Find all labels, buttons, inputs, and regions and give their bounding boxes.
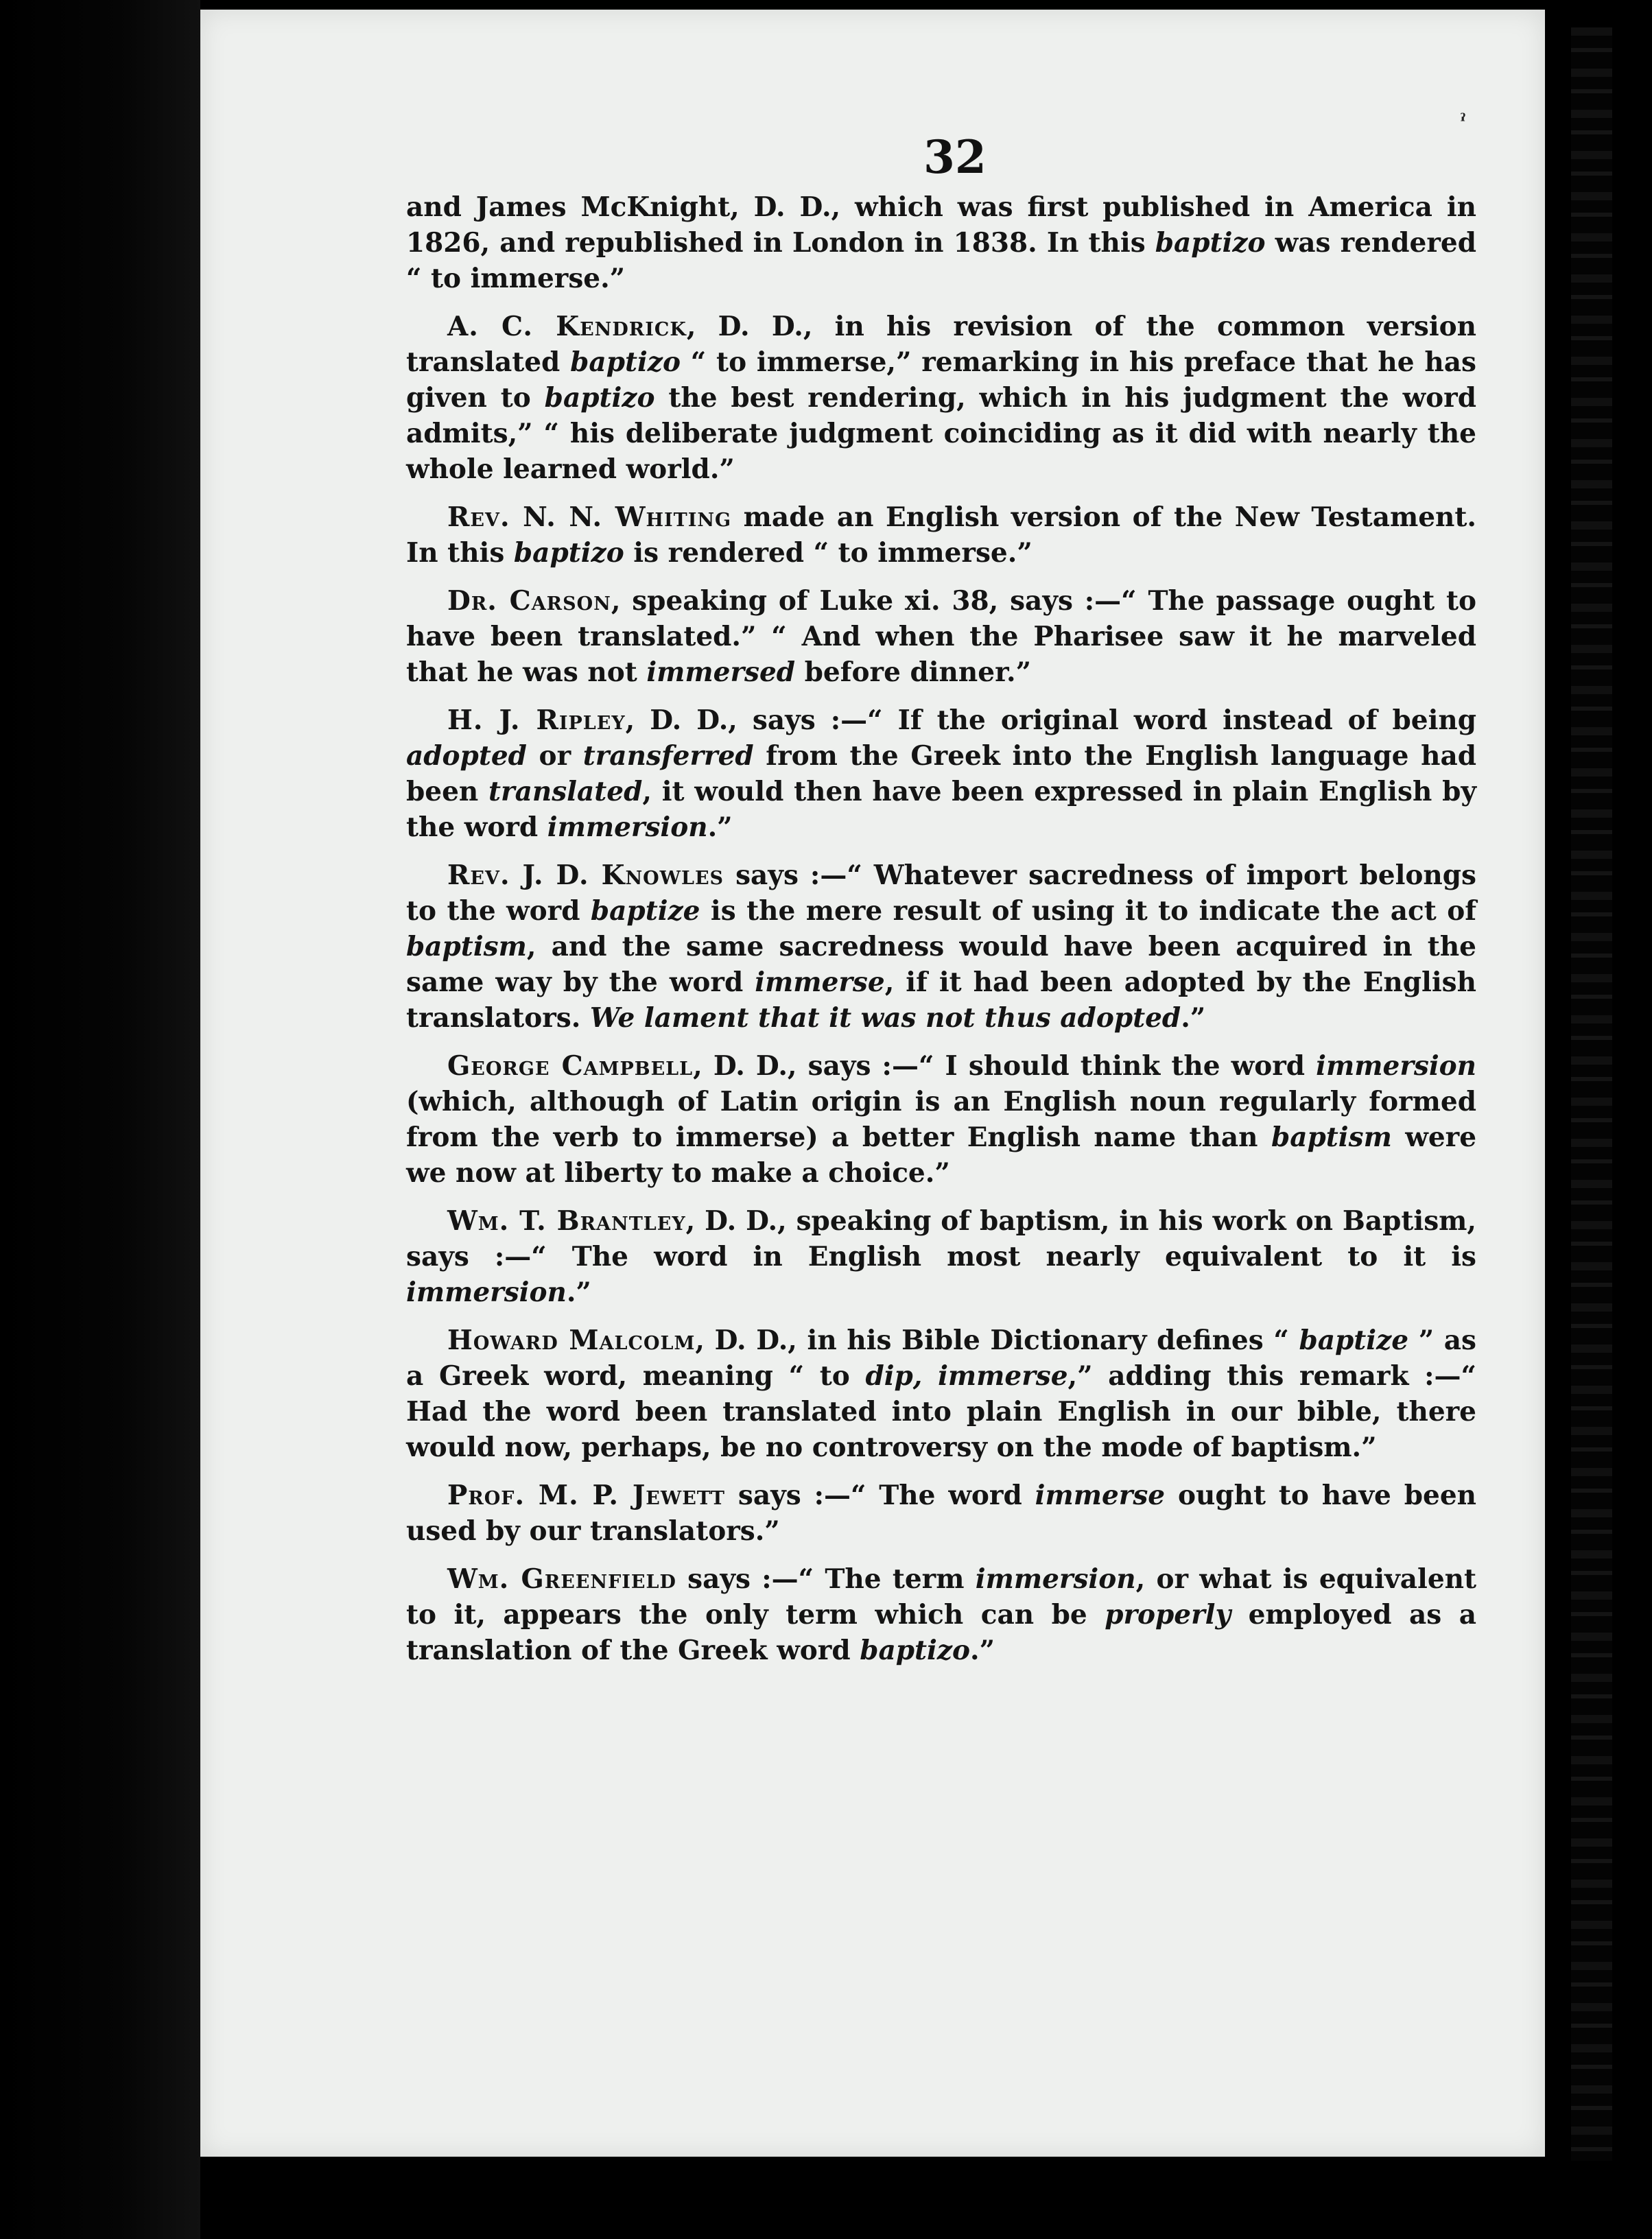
italic-text: dip, immerse	[865, 1360, 1068, 1392]
italic-text: baptize	[590, 895, 700, 927]
italic-text: immerse	[755, 967, 885, 998]
text-run: .”	[566, 1277, 591, 1308]
text-run: says :—“ Whatever sacredness of import belongs to the word	[406, 860, 1476, 927]
text-run: employed as a translation of the Greek word	[406, 1599, 1477, 1666]
author-name: Rev. N. N. Whiting	[447, 501, 732, 533]
text-run: , D. D., speaking of baptism, in his work on Baptism, says :—“ The word in English most nearly equivalent to it is	[406, 1205, 1477, 1272]
italic-text: adopted	[406, 740, 527, 772]
text-run: and James McKnight, D. D., which was first published in America in 1826, and republished in London in 1838. In this	[406, 191, 1476, 259]
text-run: , D. D., in his Bible Dictionary defines “	[695, 1325, 1299, 1356]
text-run: , D. D., says :—“ If the original word instead of being	[625, 704, 1477, 736]
page-number: 32	[923, 130, 987, 184]
italic-text: baptizo	[860, 1635, 971, 1666]
author-name: Wm. Greenfield	[447, 1563, 676, 1595]
text-run: , D. D., says :—“ I should think the word	[693, 1050, 1317, 1082]
author-name: Dr. Carson	[447, 585, 611, 617]
author-name: A. C. Kendrick	[447, 311, 687, 342]
italic-text: baptizo	[570, 346, 681, 378]
paragraph	[406, 189, 1476, 296]
text-run: , D. D., in his revision of the common version translated	[406, 311, 1477, 378]
italic-text: properly	[1105, 1599, 1231, 1631]
italic-text: baptize	[1299, 1325, 1409, 1356]
text-run: ,” adding this remark :—“ Had the word been translated into plain English in our bible, there would now, perhaps, be no controversy on the mode of baptism.”	[406, 1360, 1476, 1463]
paragraph	[406, 1048, 1476, 1191]
author-name: Howard Malcolm	[447, 1325, 696, 1356]
text-run: was rendered “ to immerse.”	[406, 227, 1476, 294]
text-run: , it would then have been expressed in plain English by the word	[406, 776, 1476, 843]
text-run: , if it had been adopted by the English translators.	[406, 967, 1476, 1034]
text-run: ” as a Greek word, meaning “ to	[406, 1325, 1476, 1392]
paragraph	[406, 1561, 1476, 1668]
italic-text: immersion	[975, 1563, 1136, 1595]
author-name: George Campbell	[447, 1050, 694, 1082]
scan-margin-left	[0, 0, 200, 2239]
stray-mark: ˀ	[1460, 110, 1466, 132]
book-binding-edge	[1571, 27, 1612, 2161]
text-run: .”	[1181, 1002, 1206, 1034]
author-name: Wm. T. Brantley	[447, 1205, 686, 1237]
italic-text: immersed	[646, 656, 796, 688]
author-name: Prof. M. P. Jewett	[447, 1480, 725, 1511]
italic-text: We lament that it was not thus adopted	[589, 1002, 1181, 1034]
text-run: the best rendering, which in his judgment the word admits,” “ his deliberate judgment coinciding as it did with nearly the whole learned world.”	[406, 382, 1476, 485]
italic-text: baptism	[406, 931, 527, 962]
text-run: , speaking of Luke xi. 38, says :—“ The passage ought to have been translated.” “ And when the Pharisee saw it he marveled that he was not	[406, 585, 1476, 688]
paragraph	[406, 499, 1476, 571]
italic-text: baptism	[1271, 1122, 1392, 1153]
italic-text: immersion	[1316, 1050, 1477, 1082]
text-run: (which, although of Latin origin is an English noun regularly formed from the verb to immerse) a better English name than	[406, 1086, 1476, 1153]
text-run: says :—“ The word	[725, 1480, 1035, 1511]
text-run: , and the same sacredness would have been acquired in the same way by the word	[406, 931, 1476, 998]
text-run: or	[526, 740, 583, 772]
italic-text: baptizo	[513, 537, 624, 569]
text-run: , or what is equivalent to it, appears the only term which can be	[406, 1563, 1477, 1631]
text-run: made an English version of the New Testament. In this	[406, 501, 1476, 569]
paragraph	[406, 1323, 1476, 1465]
text-run: from the Greek into the English language had been	[406, 740, 1476, 807]
italic-text: immersion	[547, 812, 708, 843]
italic-text: translated	[488, 776, 643, 807]
paragraph	[406, 1203, 1476, 1310]
italic-text: baptizo	[1155, 227, 1266, 259]
paragraph	[406, 309, 1476, 487]
text-run: before dinner.”	[795, 656, 1032, 688]
author-name: H. J. Ripley	[447, 704, 626, 736]
paragraph	[406, 702, 1476, 845]
italic-text: immerse	[1035, 1480, 1166, 1511]
paragraph	[406, 857, 1476, 1036]
paragraph	[406, 583, 1476, 690]
italic-text: baptizo	[544, 382, 655, 414]
italic-text: immersion	[406, 1277, 567, 1308]
italic-text: transferred	[582, 740, 754, 772]
text-run: ought to have been used by our translators.”	[406, 1480, 1476, 1547]
text-run: “ to immerse,” remarking in his preface that he has given to	[406, 346, 1476, 414]
text-run: .”	[970, 1635, 995, 1666]
text-run: is rendered “ to immerse.”	[624, 537, 1032, 569]
text-run: were we now at liberty to make a choice.”	[406, 1122, 1477, 1189]
text-run: .”	[707, 812, 733, 843]
author-name: Rev. J. D. Knowles	[447, 860, 724, 891]
text-run: says :—“ The term	[676, 1563, 976, 1595]
text-run: is the mere result of using it to indicate the act of	[700, 895, 1476, 927]
paragraph	[406, 1478, 1476, 1549]
body-text	[406, 189, 1476, 1681]
